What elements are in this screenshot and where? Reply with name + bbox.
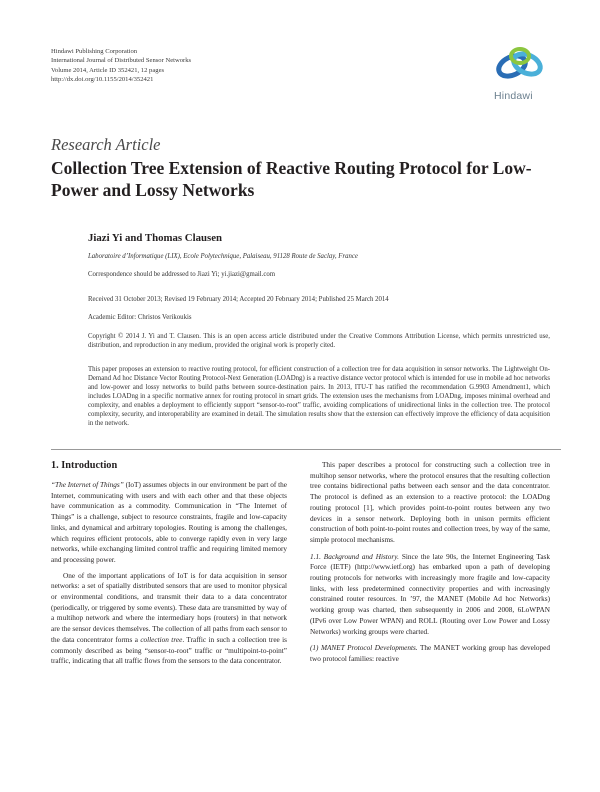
abstract: This paper proposes an extension to reactive routing protocol, for efficient construction of a collection tree for data acquisition in sensor networks. The Lightweight On-Demand Ad hoc Distance Vector Routing Protocol-Next Generation (LOADng) is a reactive distance vector protocol which is intended for use in mobile ad hoc networks and low-power and lossy networks to build paths between source-destination pairs. In 2013, ITU-T has ratified the recommendation G.9903 Amendment1, which includes LOADng in a specific normative annex for routing protocol in smart grids. The extension uses the mechanisms from LOADng, imposes minimal overhead and complexity, and enables a deployment to efficiently support “sensor-to-root” traffic, avoiding complications of unidirectional links in the collection tree. The protocol complexity, security, and interoperability are examined in detail. The simulation results show that the extension can effectively improve the efficiency of data acquisition in the network. — [88, 366, 550, 427]
journal-header — [51, 47, 191, 85]
background-paragraph — [310, 552, 550, 638]
section-divider — [51, 449, 561, 450]
journal-name: International Journal of Distributed Sensor Networks — [51, 57, 192, 65]
iot-term: “The Internet of Things” — [51, 481, 124, 489]
article-type: Research Article — [51, 135, 161, 154]
intro-paragraph-1-text: (IoT) assumes objects in our environment be part of the Internet, communicating with users and with each other and that these objects have communication as a commodity. Communication in “The Internet of Things” is a challenge, subject to resource constraints, fragile and low-capacity links, and dynamical and arbitrary topologies. Routing is among the challenges, which requires efficient protocols, able to converge rapidly even in very large networks, while exchanging limited control traffic and requiring limited memory and processing power. — [51, 481, 287, 564]
intro-paragraph-3: This paper describes a protocol for constructing such a collection tree in multihop sensor networks, where the protocol ensures that the resulting collection tree contains bidirectional paths between each sensor and the data concentrator. The protocol is defined as an extension to a reactive protocol: the LOADng routing protocol [1], which provides point-to-point routes between any two devices in a sensor network. Deploying both in unison permits efficient construction of both point-to-point routes and collection trees, by way of the same, simple protocol mechanisms. — [310, 461, 550, 544]
paper-title: Collection Tree Extension of Reactive Routing Protocol for Low-Power and Lossy Networks — [51, 158, 532, 200]
intro-paragraph-2 — [51, 571, 287, 667]
manet-paragraph — [310, 643, 550, 664]
correspondence: Correspondence should be addressed to Jiazi Yi; yi.jiazi@gmail.com — [88, 271, 276, 278]
subsection-heading-manet: (1) MANET Protocol Developments. — [310, 644, 418, 653]
academic-editor: Academic Editor: Christos Verikoukis — [88, 314, 192, 321]
hindawi-logo-text: Hindawi — [494, 90, 533, 102]
left-column — [51, 460, 287, 672]
authors: Jiazi Yi and Thomas Clausen — [88, 232, 222, 244]
manet-paragraph-text: The MANET working group has developed two protocol families: reactive — [310, 644, 550, 663]
intro-paragraph-1 — [51, 480, 287, 566]
collection-tree-term: collection tree — [140, 635, 183, 644]
doi-link[interactable]: http://dx.doi.org/10.1155/2014/352421 — [51, 76, 154, 84]
publisher-name: Hindawi Publishing Corporation — [51, 48, 138, 55]
affiliation: Laboratoire d’Informatique (LIX), Ecole Polytechnique, Palaiseau, 91128 Route de Saclay, France — [88, 253, 358, 260]
intro-paragraph-2-text-b: . Traffic in such a collection tree is commonly described as being “sensor-to-root” traffic or “multipoint-to-point” traffic, indicating that all traffic flows from the sensors to the data concentrator. — [51, 635, 287, 666]
section-heading-introduction: 1. Introduction — [51, 460, 118, 471]
background-paragraph-text: Since the late 90s, the Internet Engineering Task Force (IETF) (http://www.ietf.org) has embarked upon a path of developing routing protocols for networks with increasingly more fragile and low-capacity links, with less predetermined connectivity properties and with increasingly constrained router resources. In ’97, the MANET (Mobile Ad hoc Networks) working group was charted, then subsequently in 2006 and 2008, 6LoWPAN (IPv6 over Low Power WPAN) and ROLL (Routing over Low Power and Lossy Networks) working groups were charted. — [310, 552, 550, 636]
copyright-notice: Copyright © 2014 J. Yi and T. Clausen. This is an open access article distributed under the Creative Commons Attribution License, which permits unrestricted use, distribution, and reproduction in any medium, provided the original work is properly cited. — [88, 333, 550, 349]
volume-info: Volume 2014, Article ID 352421, 12 pages — [51, 66, 165, 74]
right-column — [310, 460, 550, 670]
subsection-heading-background: 1.1. Background and History. — [310, 552, 399, 561]
intro-paragraph-2-text-a: One of the important applications of IoT is for data acquisition in sensor networks: a set of spatially distributed sensors that are used to monitor physical or environmental conditions, and transmit their data to a data concentrator (periodically, or triggered by some events). These data are transmitted by way of a multihop network and where the intermediary hops (routers) in that network are the sensor devices themselves. The collection of all paths from each sensor to the data concentrator forms a — [51, 571, 287, 644]
received-dates: Received 31 October 2013; Revised 19 February 2014; Accepted 20 February 2014; Published 25 March 2014 — [88, 296, 389, 303]
